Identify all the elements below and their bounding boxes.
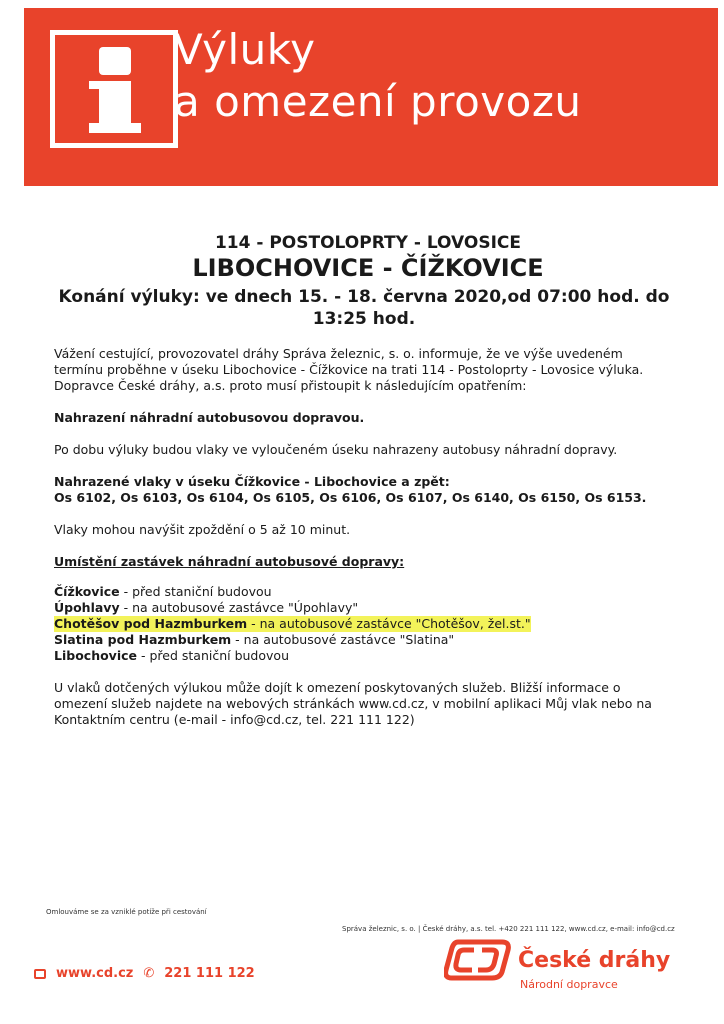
replacement-text: Po dobu výluky budou vlaky ve vyloučeném úseku nahrazeny autobusy náhradní dopravy. (54, 442, 618, 457)
closure-dates-line1: Konání výluky: ve dnech 15. - 18. června 2020,od 07:00 hod. do (58, 287, 670, 307)
phone-icon: ✆ (143, 966, 155, 981)
info-icon (50, 30, 178, 148)
brand-block (444, 938, 704, 998)
brand-name: České dráhy (518, 948, 671, 973)
stop-name: Chotěšov pod Hazmburkem (54, 616, 248, 631)
stops-heading: Umístění zastávek náhradní autobusové dopravy: (54, 554, 405, 569)
contacts-line: Správa železnic, s. o. | České dráhy, a.s. tel. +420 221 111 122, www.cd.cz, e-mail: info@cd.cz (342, 925, 675, 933)
stop-location: - na autobusové zastávce "Slatina" (231, 632, 455, 647)
delay-note: Vlaky mohou navýšit zpoždění o 5 až 10 minut. (54, 522, 351, 537)
stop-location: - před staniční budovou (119, 584, 272, 599)
header-banner (24, 8, 718, 186)
closure-dates (54, 286, 674, 330)
stop-name: Slatina pod Hazmburkem (54, 632, 232, 647)
stop-name: Libochovice (54, 648, 138, 663)
stop-item (54, 600, 674, 616)
stop-location: - na autobusové zastávce "Chotěšov, žel.st." (247, 616, 531, 631)
closure-dates-line2: 13:25 hod. (312, 309, 416, 329)
stop-item (54, 648, 674, 664)
banner-title (174, 24, 581, 128)
banner-title-line2: a omezení provozu (174, 77, 582, 126)
stop-location: - na autobusové zastávce "Úpohlavy" (119, 600, 359, 615)
stop-name: Čížkovice (54, 584, 120, 599)
stop-item-highlighted (54, 616, 531, 632)
stops-list (54, 584, 674, 664)
route-title: 114 - POSTOLOPRTY - LOVOSICE (214, 233, 522, 253)
replacement-heading: Nahrazení náhradní autobusovou dopravou. (54, 410, 365, 425)
trains-list: Os 6102, Os 6103, Os 6104, Os 6105, Os 6106, Os 6107, Os 6140, Os 6150, Os 6153. (54, 490, 647, 505)
section-title: LIBOCHOVICE - ČÍŽKOVICE (192, 254, 544, 282)
trains-heading: Nahrazené vlaky v úseku Čížkovice - Libochovice a zpět: (54, 474, 450, 489)
intro-paragraph: Vážení cestující, provozovatel dráhy Správa železnic, s. o. informuje, že ve výše uvedeném termínu proběhne v úseku Libochovice - Čížkovice na trati 114 - Postoloprty - Lovosice výluka. Dopravce České dráhy, a.s. proto musí přistoupit k následujícím opatřením: (54, 346, 644, 393)
apology-note: Omlouváme se za vzniklé potíže při cestování (46, 908, 207, 916)
replaced-trains (54, 474, 674, 506)
stop-name: Úpohlavy (54, 600, 120, 615)
brand-subtitle: Národní dopravce (520, 978, 618, 991)
banner-title-line1: Výluky (174, 25, 316, 74)
closing-paragraph: U vlaků dotčených výlukou může dojít k omezení poskytovaných služeb. Bližší informace o omezení služeb najdete na webových stránkách www.cd.cz, v mobilní aplikaci Můj vlak nebo na Kontaktním centru (e-mail - info@cd.cz, tel. 221 111 122) (54, 680, 652, 727)
stop-item (54, 584, 674, 600)
web-icon (34, 969, 46, 979)
phone-number[interactable]: 221 111 122 (164, 966, 255, 981)
stop-item (54, 632, 674, 648)
footer-contact (34, 966, 255, 981)
cd-logo-icon (444, 938, 512, 982)
notice-content (54, 232, 674, 728)
website-link[interactable]: www.cd.cz (56, 966, 134, 981)
stop-location: - před staniční budovou (137, 648, 289, 663)
